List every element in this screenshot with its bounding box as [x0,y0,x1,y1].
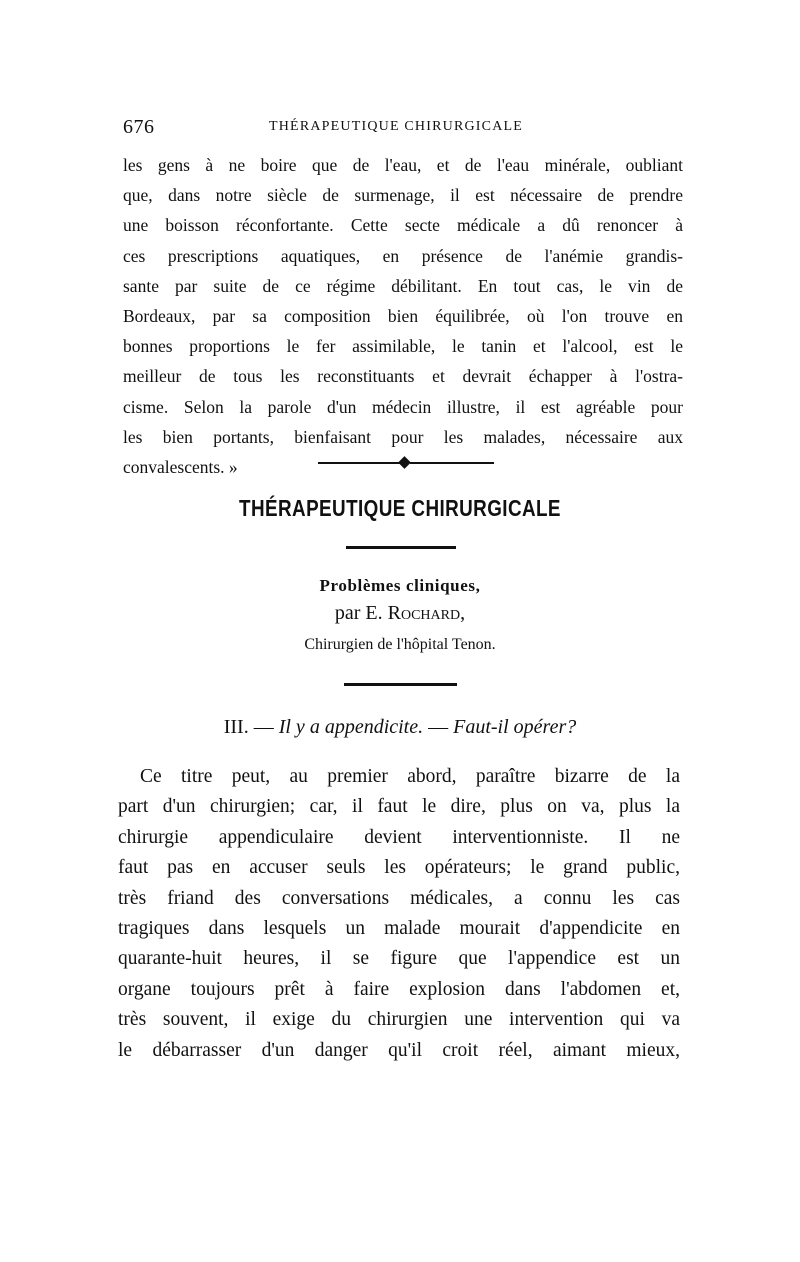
ornament-line-left [318,462,400,464]
heading-dash: — [248,716,279,738]
ornament-line-right [410,462,494,464]
section-subtitle: Problèmes cliniques, [319,576,481,595]
text-line: tragiques dans lesquels un malade mourait d'appendicite en [118,918,680,940]
page-number: 676 [123,116,155,138]
previous-section-text [123,150,683,482]
text-line: meilleur de tous les reconstituants et devrait échapper à l'ostra- [123,366,683,387]
text-line: que, dans notre siècle de surmenage, il est nécessaire de prendre [123,185,683,206]
text-line: convalescents. » [123,457,238,478]
text-line: faut pas en accuser seuls les opérateurs; le grand public, [118,857,680,879]
text-line: Bordeaux, par sa composition bien équilibrée, où l'on trouve en [123,306,683,327]
text-line: bonnes proportions le fer assimilable, le tanin et l'alcool, est le [123,336,683,357]
author-prefix: par E. [334,602,388,624]
text-line: cisme. Selon la parole d'un médecin illustre, il est agréable pour [123,396,683,417]
text-line: les gens à ne boire que de l'eau, et de l'eau minérale, oubliant [123,155,683,175]
chapter-question-1: Il y a appendicite. [278,716,424,738]
heading-dash: — [423,716,454,738]
body-paragraph [118,762,680,1066]
chapter-heading [0,716,800,739]
chapter-question-2: Faut-il opérer? [453,716,577,738]
text-line: très friand des conversations médicales, a connu les cas [118,887,680,909]
text-line: quarante-huit heures, il se figure que l'appendice est un [118,948,680,970]
text-line: les bien portants, bienfaisant pour les malades, nécessaire aux [123,426,683,447]
text-line: sante par suite de ce régime débilitant. En tout cas, le vin de [123,275,683,296]
text-line: part d'un chirurgien; car, il faut le dire, plus on va, plus la [118,796,680,818]
text-line: une boisson réconfortante. Cette secte médicale a dû renoncer à [123,215,683,236]
text-line: très souvent, il exige du chirurgien une intervention qui va [118,1009,680,1031]
byline-rule [344,683,457,686]
author-name: Rochard, [387,602,466,624]
text-line: Ce titre peut, au premier abord, paraître bizarre de la [140,766,680,787]
section-divider-ornament [318,461,494,465]
text-line: organe toujours prêt à faire explosion dans l'abdomen et, [118,978,680,1000]
author-affiliation: Chirurgien de l'hôpital Tenon. [304,636,496,653]
text-line: chirurgie appendiculaire devient interventionniste. Il ne [118,826,680,848]
running-title: THÉRAPEUTIQUE CHIRURGICALE [269,119,524,134]
running-header [123,116,683,138]
author-line [0,602,800,625]
title-rule [346,546,456,549]
section-title: THÉRAPEUTIQUE CHIRURGICALE [239,495,561,521]
text-line: le débarrasser d'un danger qu'il croit réel, aimant mieux, [118,1039,680,1061]
text-line: ces prescriptions aquatiques, en présence de l'anémie grandis- [123,245,683,266]
chapter-number: III. [223,716,249,738]
